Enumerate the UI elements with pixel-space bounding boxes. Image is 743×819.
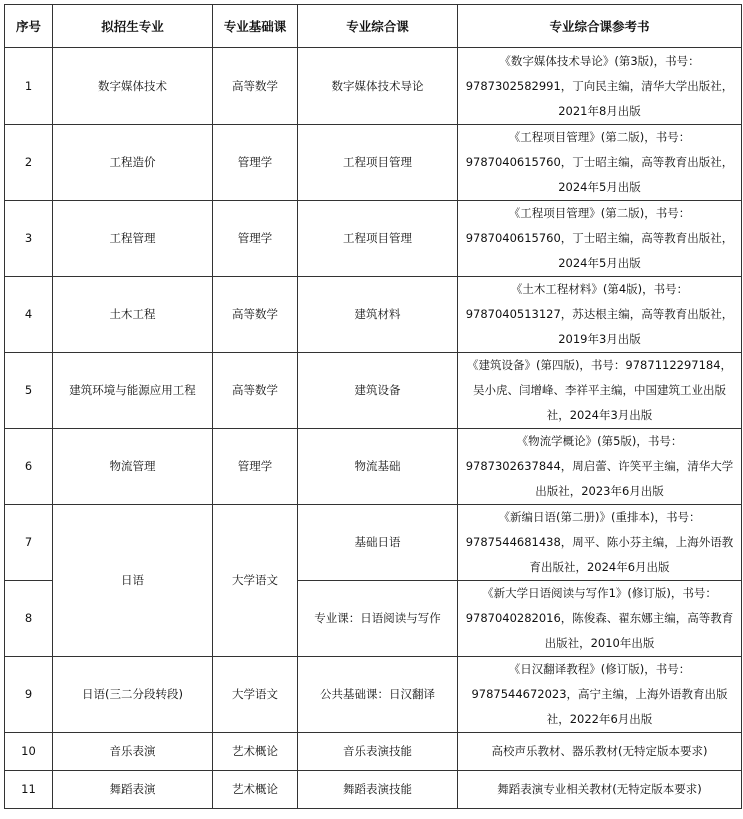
header-major: 拟招生专业 xyxy=(53,5,213,48)
cell-basic-course: 管理学 xyxy=(213,429,298,505)
cell-major: 工程管理 xyxy=(53,201,213,277)
table-row xyxy=(5,771,742,809)
cell-serial-number: 2 xyxy=(5,125,53,201)
header-row xyxy=(5,5,742,48)
cell-reference-book: 舞蹈表演专业相关教材(无特定版本要求) xyxy=(458,771,742,809)
cell-basic-course: 管理学 xyxy=(213,201,298,277)
cell-reference-book: 《日汉翻译教程》(修订版)，书号：9787544672023，高宁主编，上海外语教育出版社，2022年6月出版 xyxy=(458,657,742,733)
table-row xyxy=(5,125,742,201)
cell-comprehensive-course: 音乐表演技能 xyxy=(298,733,458,771)
cell-major: 数字媒体技术 xyxy=(53,48,213,125)
header-serial-number: 序号 xyxy=(5,5,53,48)
cell-comprehensive-course: 基础日语 xyxy=(298,505,458,581)
cell-serial-number: 6 xyxy=(5,429,53,505)
cell-basic-course: 大学语文 xyxy=(213,505,298,657)
cell-serial-number: 7 xyxy=(5,505,53,581)
cell-reference-book: 《新编日语(第二册)》(重排本)，书号：9787544681438，周平、陈小芬主编，上海外语教育出版社，2024年6月出版 xyxy=(458,505,742,581)
cell-basic-course: 艺术概论 xyxy=(213,771,298,809)
cell-reference-book: 《建筑设备》(第四版)，书号：9787112297184，吴小虎、闫增峰、李祥平主编，中国建筑工业出版社，2024年3月出版 xyxy=(458,353,742,429)
cell-reference-book: 《工程项目管理》(第二版)，书号：9787040615760，丁士昭主编，高等教育出版社，2024年5月出版 xyxy=(458,201,742,277)
cell-reference-book: 《数字媒体技术导论》(第3版)，书号：9787302582991，丁向民主编，清华大学出版社，2021年8月出版 xyxy=(458,48,742,125)
table-row xyxy=(5,657,742,733)
table-row xyxy=(5,733,742,771)
cell-major: 物流管理 xyxy=(53,429,213,505)
cell-comprehensive-course: 建筑材料 xyxy=(298,277,458,353)
cell-basic-course: 艺术概论 xyxy=(213,733,298,771)
cell-comprehensive-course: 工程项目管理 xyxy=(298,125,458,201)
cell-comprehensive-course: 建筑设备 xyxy=(298,353,458,429)
table-row xyxy=(5,353,742,429)
header-comprehensive-course: 专业综合课 xyxy=(298,5,458,48)
cell-major: 日语(三二分段转段) xyxy=(53,657,213,733)
cell-serial-number: 1 xyxy=(5,48,53,125)
cell-reference-book: 《新大学日语阅读与写作1》(修订版)，书号：9787040282016，陈俊森、翟东娜主编，高等教育出版社，2010年出版 xyxy=(458,581,742,657)
table-row xyxy=(5,429,742,505)
cell-major: 土木工程 xyxy=(53,277,213,353)
cell-basic-course: 高等数学 xyxy=(213,277,298,353)
cell-comprehensive-course: 舞蹈表演技能 xyxy=(298,771,458,809)
cell-reference-book: 高校声乐教材、器乐教材(无特定版本要求) xyxy=(458,733,742,771)
cell-serial-number: 8 xyxy=(5,581,53,657)
cell-serial-number: 10 xyxy=(5,733,53,771)
cell-comprehensive-course: 工程项目管理 xyxy=(298,201,458,277)
table-row xyxy=(5,48,742,125)
admissions-course-table xyxy=(4,4,742,809)
header-basic-course: 专业基础课 xyxy=(213,5,298,48)
cell-serial-number: 4 xyxy=(5,277,53,353)
cell-basic-course: 管理学 xyxy=(213,125,298,201)
cell-comprehensive-course: 公共基础课：日汉翻译 xyxy=(298,657,458,733)
cell-comprehensive-course: 物流基础 xyxy=(298,429,458,505)
cell-serial-number: 3 xyxy=(5,201,53,277)
header-reference-book: 专业综合课参考书 xyxy=(458,5,742,48)
table-row xyxy=(5,505,742,581)
cell-serial-number: 5 xyxy=(5,353,53,429)
cell-basic-course: 高等数学 xyxy=(213,353,298,429)
cell-serial-number: 9 xyxy=(5,657,53,733)
cell-major: 舞蹈表演 xyxy=(53,771,213,809)
cell-major: 工程造价 xyxy=(53,125,213,201)
cell-major: 日语 xyxy=(53,505,213,657)
table-row xyxy=(5,201,742,277)
cell-reference-book: 《土木工程材料》(第4版)，书号：9787040513127，苏达根主编，高等教育出版社，2019年3月出版 xyxy=(458,277,742,353)
cell-major: 建筑环境与能源应用工程 xyxy=(53,353,213,429)
table-row xyxy=(5,277,742,353)
cell-basic-course: 大学语文 xyxy=(213,657,298,733)
cell-comprehensive-course: 数字媒体技术导论 xyxy=(298,48,458,125)
cell-basic-course: 高等数学 xyxy=(213,48,298,125)
cell-reference-book: 《工程项目管理》(第二版)，书号：9787040615760，丁士昭主编，高等教育出版社，2024年5月出版 xyxy=(458,125,742,201)
cell-reference-book: 《物流学概论》(第5版)，书号：9787302637844，周启蕾、许笑平主编，清华大学出版社，2023年6月出版 xyxy=(458,429,742,505)
cell-serial-number: 11 xyxy=(5,771,53,809)
cell-major: 音乐表演 xyxy=(53,733,213,771)
cell-comprehensive-course: 专业课：日语阅读与写作 xyxy=(298,581,458,657)
